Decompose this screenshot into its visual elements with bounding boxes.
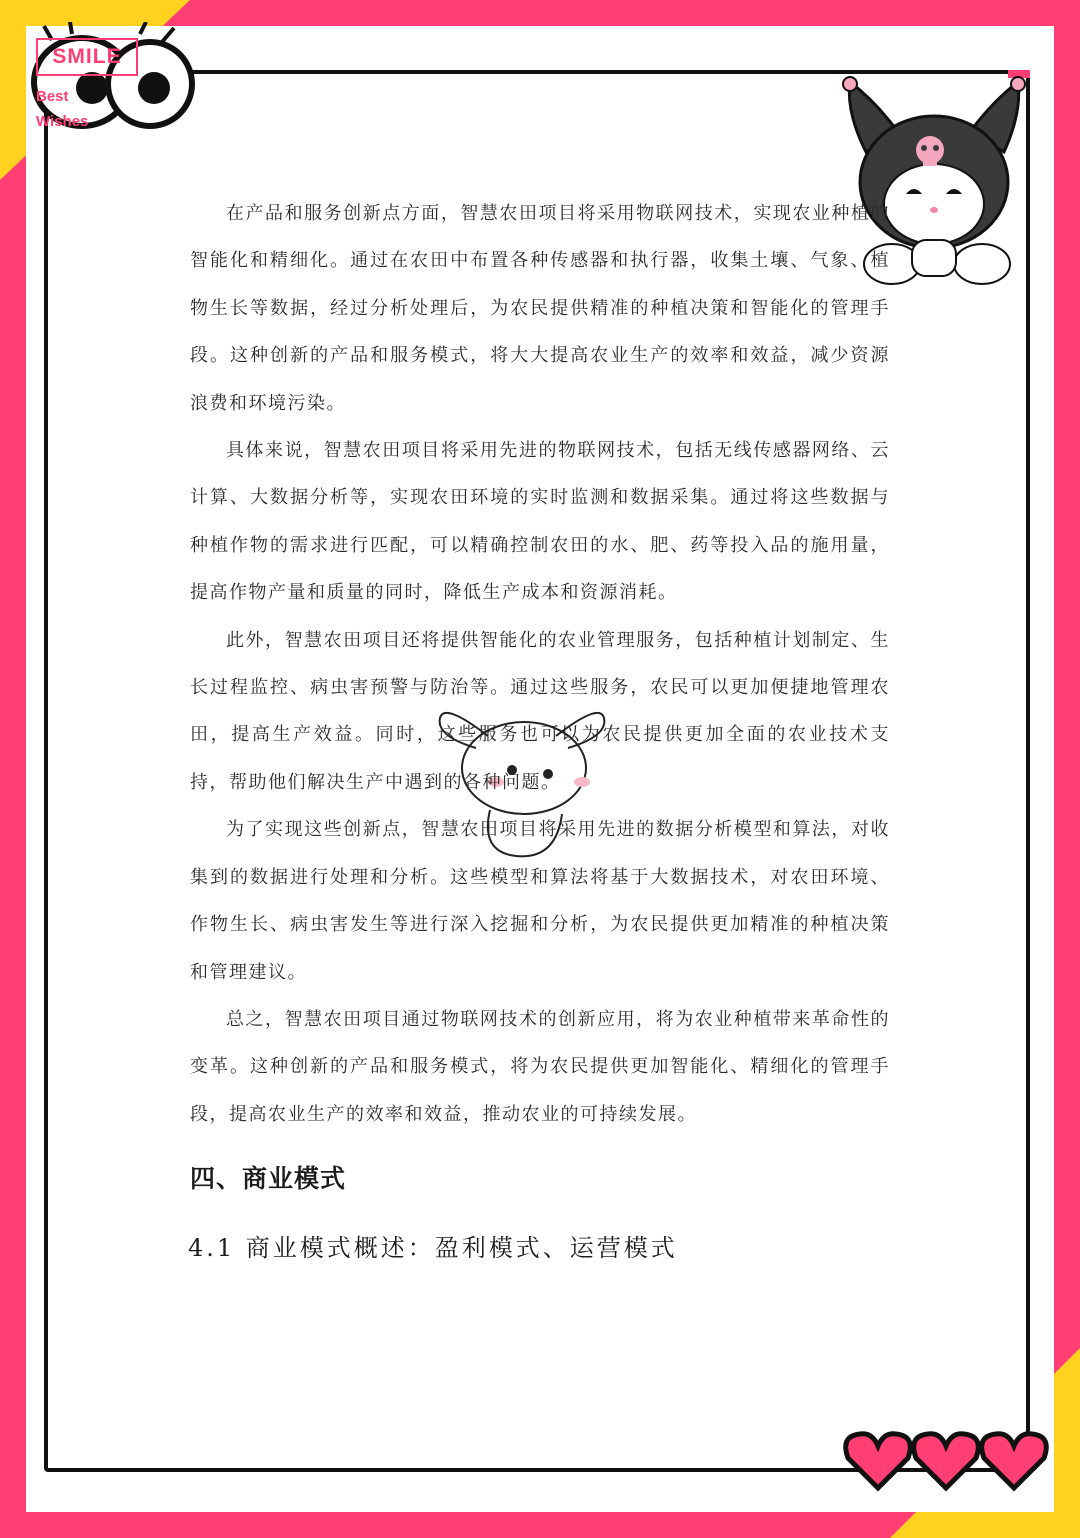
document-body — [190, 190, 890, 1270]
subsection-heading: 4.1 商业模式概述：盈利模式、运营模式 — [188, 1234, 678, 1263]
best-label: Best — [36, 88, 69, 105]
wishes-label: Wishes — [36, 113, 89, 130]
paragraph: 总之，智慧农田项目通过物联网技术的创新应用，将为农业种植带来革命性的变革。这种创新的产品和服务模式，将为农民提供更加智能化、精细化的管理手段，提高农业生产的效率和效益，推动农业的可持续发展。 — [190, 1008, 890, 1125]
smile-badge: SMILE — [36, 38, 138, 76]
paragraph: 具体来说，智慧农田项目将采用先进的物联网技术，包括无线传感器网络、云计算、大数据分析等，实现农田环境的实时监测和数据采集。通过将这些数据与种植作物的需求进行匹配，可以精确控制农田的水、肥、药等投入品的施用量，提高作物产量和质量的同时，降低生产成本和资源消耗。 — [190, 440, 890, 604]
paragraph: 在产品和服务创新点方面，智慧农田项目将采用物联网技术，实现农业种植的智能化和精细化。通过在农田中布置各种传感器和执行器，收集土壤、气象、植物生长等数据，经过分析处理后，为农民提供精准的种植决策和智能化的管理手段。这种创新的产品和服务模式，将大大提高农业生产的效率和效益，减少资源浪费和环境污染。 — [190, 203, 890, 414]
paragraph: 为了实现这些创新点，智慧农田项目将采用先进的数据分析模型和算法，对收集到的数据进行处理和分析。这些模型和算法将基于大数据技术，对农田环境、作物生长、病虫害发生等进行深入挖掘和分析，为农民提供更加精准的种植决策和管理建议。 — [190, 819, 890, 983]
hearts-icon — [840, 1428, 1052, 1494]
section-heading: 四、商业模式 — [190, 1164, 347, 1194]
paragraph: 此外，智慧农田项目还将提供智能化的农业管理服务，包括种植计划制定、生长过程监控、病虫害预警与防治等。通过这些服务，农民可以更加便捷地管理农田，提高生产效益。同时，这些服务也可以为农民提供更加全面的农业技术支持，帮助他们解决生产中遇到的各种问题。 — [190, 629, 890, 793]
